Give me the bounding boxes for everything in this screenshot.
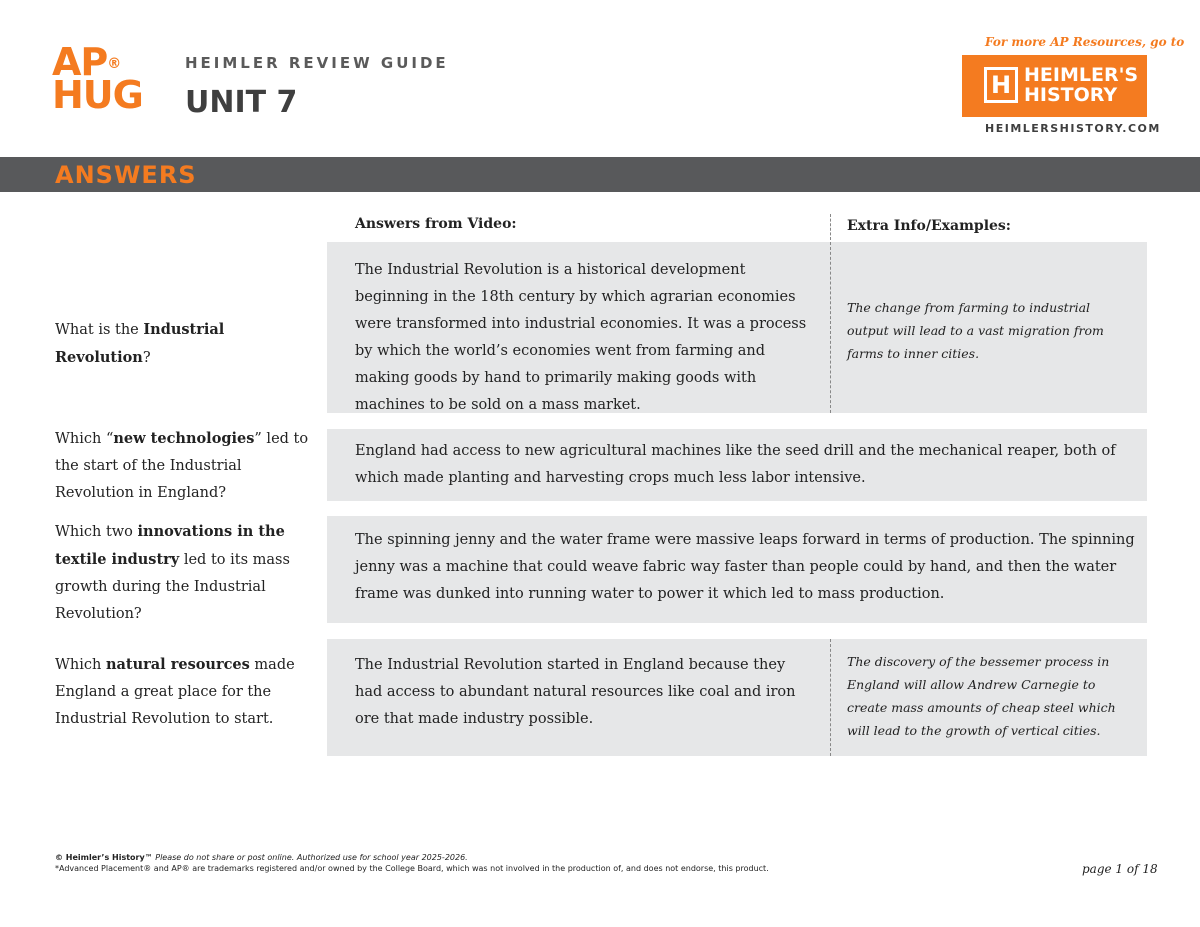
question-text: ” led to the start of the Industrial Revolution in England?: [55, 431, 309, 501]
question-text: Which “: [55, 431, 114, 447]
logo-line-ap: AP: [52, 40, 108, 84]
footer-legal: [55, 852, 769, 874]
brand-line-2: HISTORY: [1024, 84, 1118, 106]
answer-text-1: The Industrial Revolution is a historical development beginning in the 18th century by which agrarian economies were transformed into industrial economies. It was a process by which the world’s economies went from farming and making goods by hand to primarily making goods with machines to be sold on a mass market.: [355, 262, 807, 413]
answer-text-3: The spinning jenny and the water frame were massive leaps forward in terms of production. The spinning jenny was a machine that could weave fabric way faster than people could by hand, and then the water frame was dunked into running water to power it which led to mass production.: [355, 532, 1135, 602]
question-keyword: natural resources: [105, 656, 250, 673]
question-keyword: innovations in the textile industry: [55, 523, 285, 568]
question-3: [55, 518, 295, 628]
promo-text: For more AP Resources, go to: [985, 35, 1185, 49]
ap-hug-logo: [52, 40, 152, 117]
question-1: [55, 316, 315, 372]
question-4: [55, 651, 295, 733]
answers-banner: [0, 157, 1200, 192]
question-text: ?: [142, 350, 151, 366]
answer-text-4: The Industrial Revolution started in England because they had access to abundant natural resources like coal and iron ore that made industry possible.: [355, 657, 796, 727]
banner-title: ANSWERS: [55, 161, 197, 189]
question-text: made England a great place for the Industrial Revolution to start.: [55, 657, 295, 727]
question-keyword: new technologies: [113, 430, 255, 447]
box-divider: [830, 639, 831, 756]
question-text: Which two: [55, 524, 138, 540]
question-text: What is the: [55, 322, 144, 338]
answer-box-3: [327, 516, 1147, 623]
extra-text-4: The discovery of the bessemer process in England will allow Andrew Carnegie to create mass amounts of cheap steel which will lead to the growth of vertical cities.: [847, 654, 1116, 738]
brand-name: [1024, 65, 1138, 105]
question-2: [55, 425, 315, 507]
answer-box-1: [327, 242, 1147, 413]
brand-url-link[interactable]: HEIMLERSHISTORY.COM: [985, 122, 1161, 135]
answer-box-2: [327, 429, 1147, 501]
footer-notice: Please do not share or post online. Authorized use for school year 2025-2026.: [152, 853, 468, 862]
guide-label: HEIMLER REVIEW GUIDE: [185, 54, 449, 72]
brand-h-icon: H: [984, 67, 1018, 103]
extra-text-1: The change from farming to industrial output will lead to a vast migration from farms to inner cities.: [847, 300, 1104, 361]
logo-line-hug: HUG: [52, 73, 143, 117]
answer-box-4: [327, 639, 1147, 756]
box-divider: [830, 242, 831, 413]
brand-line-1: HEIMLER'S: [1024, 64, 1139, 86]
question-text: led to its mass growth during the Industrial Revolution?: [55, 552, 290, 622]
footer-line-2: *Advanced Placement® and AP® are trademarks registered and/or owned by the College Board, which was not involved in the production of, and does not endorse, this product.: [55, 864, 769, 873]
page-number: page 1 of 18: [1082, 862, 1158, 876]
unit-title: UNIT 7: [185, 85, 298, 120]
heimlers-history-logo[interactable]: [962, 55, 1147, 117]
question-keyword: Industrial Revolution: [55, 321, 225, 366]
footer-line-1: [55, 852, 769, 863]
logo-registered-mark: ®: [107, 56, 121, 72]
extra-column-header: Extra Info/Examples:: [847, 218, 1011, 234]
question-text: Which: [55, 657, 106, 673]
column-divider: [830, 214, 831, 240]
footer-brand: © Heimler’s History™: [55, 853, 153, 862]
answers-column-header: Answers from Video:: [355, 216, 517, 232]
answer-text-2: England had access to new agricultural machines like the seed drill and the mechanical reaper, both of which made planting and harvesting crops much less labor intensive.: [355, 443, 1116, 486]
